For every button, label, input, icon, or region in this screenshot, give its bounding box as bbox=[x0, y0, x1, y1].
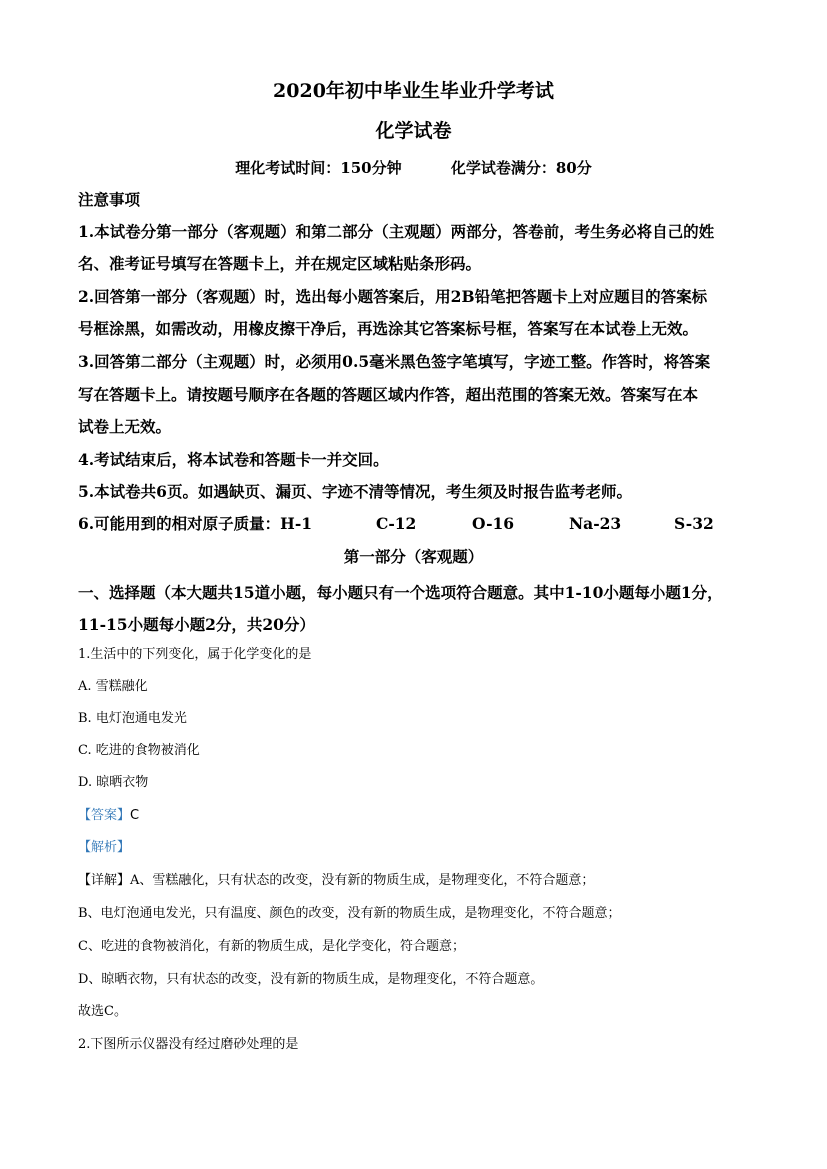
exam-info bbox=[0, 157, 827, 178]
option-a: A. 雪糕融化 bbox=[78, 679, 148, 694]
atom-mass: S-32 bbox=[674, 514, 714, 533]
answer-value: C bbox=[130, 808, 140, 823]
notice-line: 3.回答第二部分（主观题）时，必须用0.5毫米黑色签字笔填写，字迹工整。作答时，将答案 bbox=[78, 352, 711, 371]
detail-line: 故选C。 bbox=[78, 1004, 127, 1019]
notice-line: 写在答题卡上。请按题号顺序在各题的答题区域内作答，超出范围的答案无效。答案写在本 bbox=[78, 385, 699, 404]
atom-mass: C-12 bbox=[376, 514, 417, 533]
exam-time: 理化考试时间：150分钟 bbox=[235, 159, 402, 177]
atom-mass: O-16 bbox=[472, 514, 515, 533]
detail-line: D、晾晒衣物，只有状态的改变，没有新的物质生成，是物理变化，不符合题意。 bbox=[78, 972, 544, 987]
notice-line: 5.本试卷共6页。如遇缺页、漏页、字迹不清等情况，考生须及时报告监考老师。 bbox=[78, 482, 632, 501]
notice-line: 4.考试结束后，将本试卷和答题卡一并交回。 bbox=[78, 450, 389, 469]
exam-title: 2020年初中毕业生毕业升学考试 bbox=[273, 80, 554, 102]
notice-line: 名、准考证号填写在答题卡上，并在规定区域粘贴条形码。 bbox=[78, 254, 482, 273]
option-d: D. 晾晒衣物 bbox=[78, 775, 149, 790]
question-stem: 2.下图所示仪器没有经过磨砂处理的是 bbox=[78, 1037, 299, 1052]
atom-mass: Na-23 bbox=[569, 514, 622, 533]
detail-line: B、电灯泡通电发光，只有温度、颜色的改变，没有新的物质生成，是物理变化，不符合题意； bbox=[78, 906, 621, 921]
exam-subtitle: 化学试卷 bbox=[375, 120, 452, 142]
answer-line bbox=[78, 806, 139, 826]
question-stem: 1.生活中的下列变化，属于化学变化的是 bbox=[78, 647, 312, 662]
notice-line: 1.本试卷分第一部分（客观题）和第二部分（主观题）两部分，答卷前，考生务必将自己的姓 bbox=[78, 222, 715, 241]
atoms-label: 6.可能用到的相对原子质量：H-1 bbox=[78, 514, 313, 533]
option-b: B. 电灯泡通电发光 bbox=[78, 711, 187, 726]
section-heading: 一、选择题（本大题共15道小题，每小题只有一个选项符合题意。其中1-10小题每小题1分， bbox=[78, 583, 723, 602]
part1-title: 第一部分（客观题） bbox=[343, 547, 484, 566]
analysis-tag: 【解析】 bbox=[78, 840, 131, 855]
detail-line: C、吃进的食物被消化，有新的物质生成，是化学变化，符合题意； bbox=[78, 939, 465, 954]
notice-line: 试卷上无效。 bbox=[78, 417, 172, 436]
answer-tag: 【答案】 bbox=[78, 808, 131, 823]
notice-line: 2.回答第一部分（客观题）时，选出每小题答案后，用2B铅笔把答题卡上对应题目的答案标 bbox=[78, 287, 708, 306]
notice-heading: 注意事项 bbox=[78, 190, 141, 209]
option-c: C. 吃进的食物被消化 bbox=[78, 743, 200, 758]
section-heading-cont: 11-15小题每小题2分，共20分） bbox=[78, 615, 315, 634]
notice-line: 号框涂黑，如需改动，用橡皮擦干净后，再选涂其它答案标号框，答案写在本试卷上无效。 bbox=[78, 319, 699, 338]
detail-line: 【详解】A、雪糕融化，只有状态的改变，没有新的物质生成，是物理变化，不符合题意； bbox=[78, 873, 595, 888]
exam-score: 化学试卷满分：80分 bbox=[450, 159, 592, 177]
